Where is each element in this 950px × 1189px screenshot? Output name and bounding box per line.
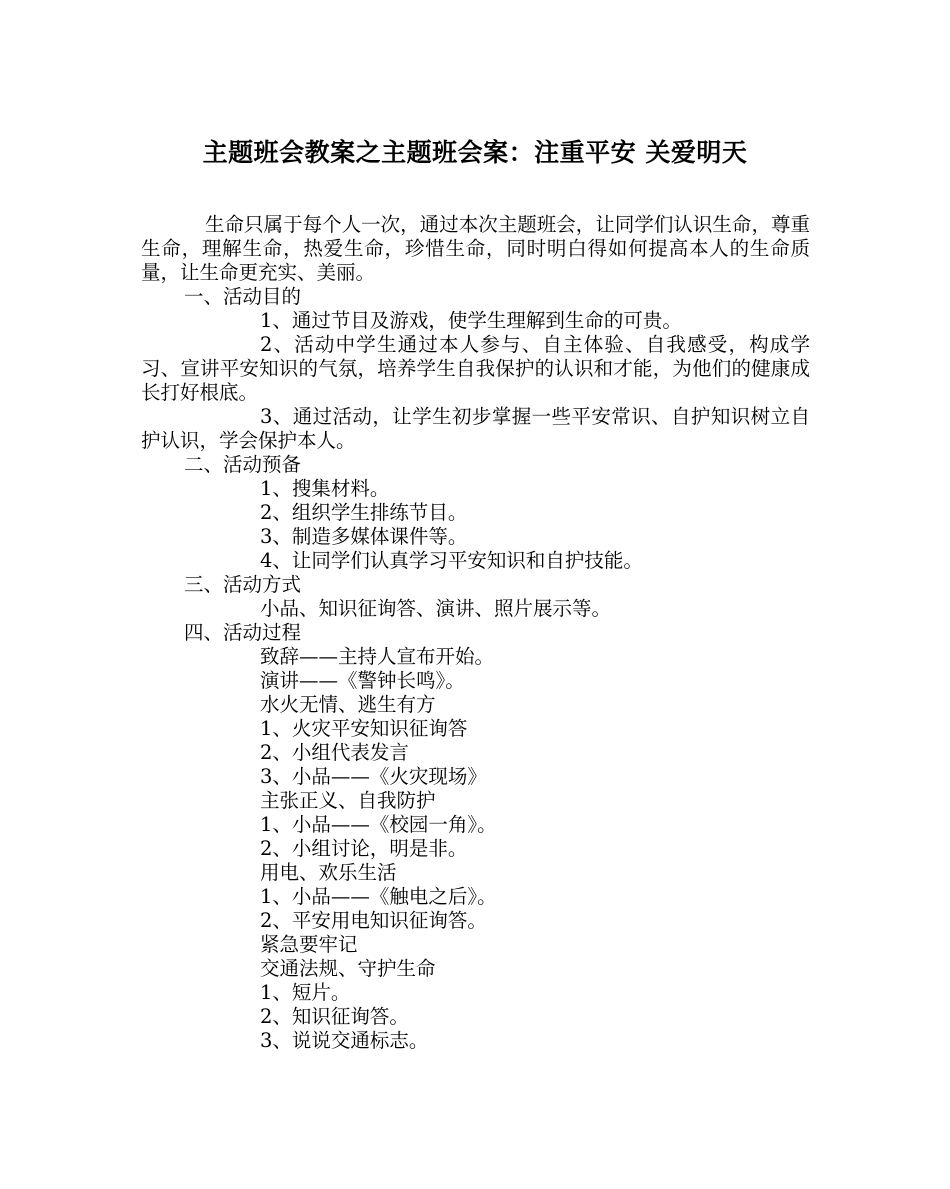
process-subheading: 紧急要牢记: [260, 933, 358, 956]
process-subheading: 水火无情、逃生有方: [260, 693, 436, 716]
section-heading-format: 三、活动方式: [184, 573, 302, 596]
process-line: 2、知识征询答。: [260, 1005, 409, 1028]
section-heading-preparation: 二、活动预备: [184, 453, 302, 476]
process-line: 3、小品——《火灾现场》: [260, 765, 487, 788]
preparation-item-1: 1、搜集材料。: [260, 477, 390, 500]
intro-paragraph: 生命只属于每个人一次，通过本次主题班会，让同学们认识生命，尊重生命，理解生命，热爱生命，珍惜生命，同时明白得如何提高本人的生命质量，让生命更充实、美丽。: [141, 213, 810, 284]
section-heading-process: 四、活动过程: [184, 621, 302, 644]
process-line: 2、平安用电知识征询答。: [260, 909, 487, 932]
process-line: 2、小组讨论，明是非。: [260, 837, 468, 860]
process-line: 1、小品——《校园一角》。: [260, 813, 497, 836]
process-subheading: 主张正义、自我防护: [260, 789, 436, 812]
format-item-1: 小品、知识征询答、演讲、照片展示等。: [260, 597, 612, 620]
process-line: 2、小组代表发言: [260, 741, 409, 764]
preparation-item-2: 2、组织学生排练节目。: [260, 501, 468, 524]
document-body: [141, 213, 810, 1053]
preparation-item-3: 3、制造多媒体课件等。: [260, 525, 468, 548]
process-line: 1、火灾平安知识征询答: [260, 717, 468, 740]
document-title: 主题班会教案之主题班会案：注重平安 关爱明天: [202, 138, 748, 167]
process-line: 1、短片。: [260, 981, 351, 1004]
purpose-item-3: 3、通过活动，让学生初步掌握一些平安常识、自护知识树立自护认识，学会保护本人。: [141, 405, 810, 452]
purpose-item-1: 1、通过节目及游戏，使学生理解到生命的可贵。: [260, 309, 682, 332]
preparation-item-4: 4、让同学们认真学习平安知识和自护技能。: [260, 549, 643, 572]
purpose-item-2: 2、活动中学生通过本人参与、自主体验、自我感受，构成学习、宣讲平安知识的气氛，培养学生自我保护的认识和才能，为他们的健康成长打好根底。: [141, 333, 810, 404]
process-line: 1、小品——《触电之后》。: [260, 885, 497, 908]
section-heading-purpose: 一、活动目的: [184, 285, 302, 308]
process-line: 3、说说交通标志。: [260, 1029, 429, 1052]
process-line: 演讲——《警钟长鸣》。: [260, 669, 465, 692]
process-subheading: 交通法规、守护生命: [260, 957, 436, 980]
process-subheading: 用电、欢乐生活: [260, 861, 397, 884]
process-line: 致辞——主持人宣布开始。: [260, 645, 495, 668]
